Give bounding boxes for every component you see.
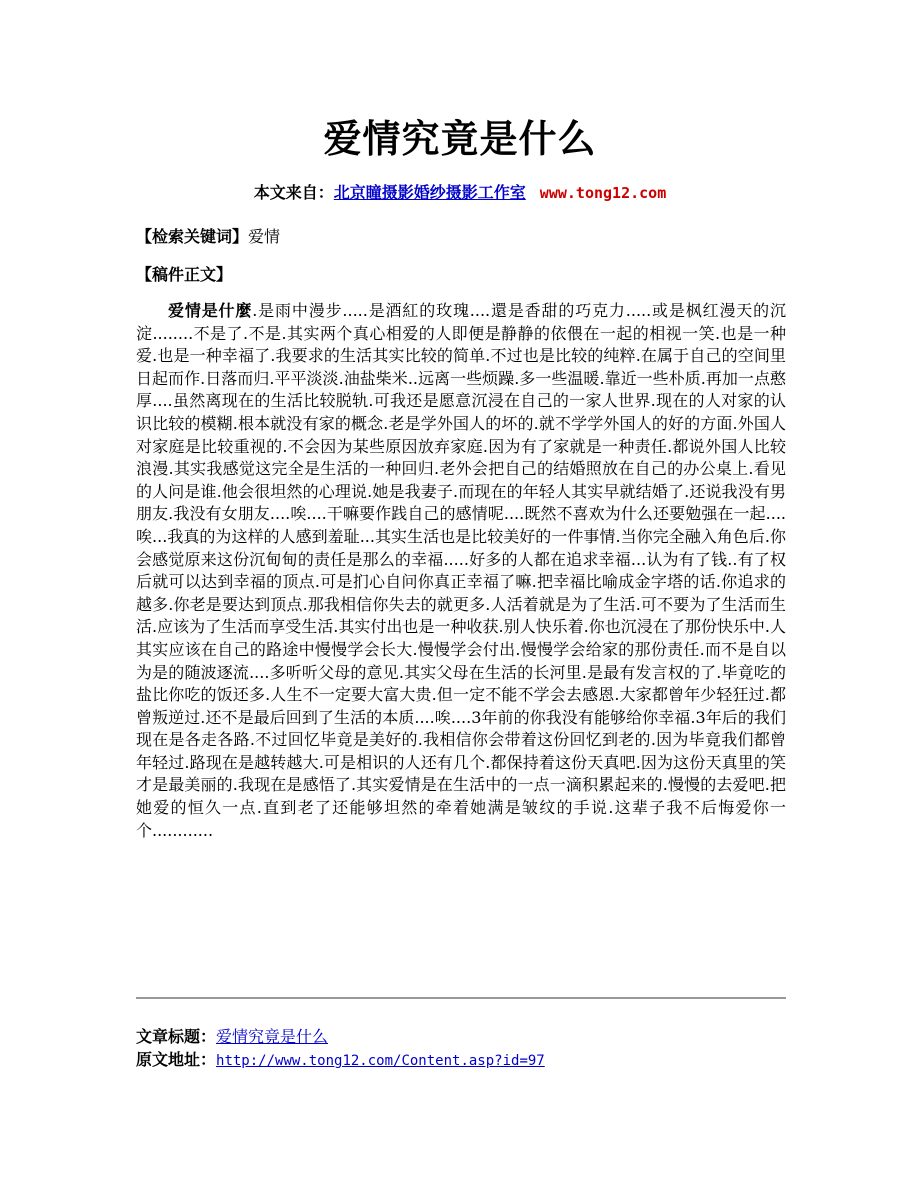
footer-title-link[interactable]: 爱情究竟是什么 <box>216 1027 329 1046</box>
body-text: .是雨中漫步.....是酒紅的玫瑰....還是香甜的巧克力.....或是枫红漫天的沉淀........不是了.不是.其实两个真心相爱的人即便是静静的依偎在一起的相视一笑.也是一种爱.也是一种幸福了.我要求的生活其实比较的简单.不过也是比较的纯粹.在属于自己的空间里日起而作.日落而归.平平淡淡.油盐柴米..远离一些烦躁.多一些温暖.靠近一些朴质.再加一点憨厚....虽然离现在的生活比较脱轨.可我还是愿意沉浸在自己的一家人世界.现在的人对家的认识比较的模糊.根本就没有家的概念.老是学外国人的坏的.就不学学外国人的好的方面.外国人对家庭是比较重视的.不会因为某些原因放弃家庭.因为有了家就是一种责任.都说外国人比较浪漫.其实我感觉这完全是生活的一种回归.老外会把自己的结婚照放在自己的办公桌上.看见的人问是谁.他会很坦然的心理说.她是我妻子.而现在的年轻人其实早就结婚了.还说我没有男朋友.我没有女朋友....唉....干嘛要作践自己的感情呢....既然不喜欢为什么还要勉强在一起....唉...我真的为这样的人感到羞耻...其实生活也是比较美好的一件事情.当你完全融入角色后.你会感觉原来这份沉甸甸的责任是那么的幸福.....好多的人都在追求幸福...认为有了钱..有了权后就可以达到幸福的顶点.可是扪心自问你真正幸福了嘛.把幸福比喻成金字塔的话.你追求的越多.你老是要达到顶点.那我相信你失去的就更多.人活着就是为了生活.可不要为了生活而生活.应该为了生活而享受生活.其实付出也是一种收获.别人快乐着.你也沉浸在了那份快乐中.人其实应该在自己的路途中慢慢学会长大.慢慢学会付出.慢慢学会给家的那份责任.而不是自以为是的随波逐流....多听听父母的意见.其实父母在生活的长河里.是最有发言权的了.毕竟吃的盐比你吃的饭还多.人生不一定要大富大贵.但一定不能不学会去感恩.大家都曾年少轻狂过.都曾叛逆过.还不是最后回到了生活的本质....唉....3年前的你我没有能够给你幸福.3年后的我们现在是各走各路.不过回忆毕竟是美好的.我相信你会带着这份回忆到老的.因为毕竟我们都曾年轻过.路现在是越转越大.可是相识的人还有几个.都保持着这份天真吧.因为这份天真里的笑才是最美丽的.我现在是感悟了.其实爱情是在生活中的一点一滴积累起来的.慢慢的去爱吧.把她爱的恒久一点.直到老了还能够坦然的牵着她满是皱纹的手说.这辈子我不后悔爱你一个............ <box>136 301 786 840</box>
footer-title-line <box>136 1024 328 1047</box>
footer-divider <box>136 997 786 999</box>
footer-url-label: 原文地址： <box>136 1050 217 1069</box>
article-body <box>136 300 786 842</box>
keywords-line <box>136 224 280 247</box>
footer-url-line <box>136 1047 545 1070</box>
page-title: 爱情究竟是什么 <box>323 116 597 161</box>
body-lead: 爱情是什麼 <box>168 301 253 320</box>
keywords-label: 【检索关键词】 <box>136 227 249 246</box>
section-label: 【稿件正文】 <box>136 265 233 284</box>
footer-url-link[interactable]: http://www.tong12.com/Content.asp?id=97 <box>216 1053 545 1069</box>
keywords-value: 爱情 <box>248 227 281 246</box>
source-label: 本文来自： <box>253 183 334 202</box>
source-url: www.tong12.com <box>539 184 667 202</box>
source-name-link[interactable]: 北京瞳摄影婚纱摄影工作室 <box>333 183 526 202</box>
source-line <box>0 180 920 203</box>
footer-title-label: 文章标题： <box>136 1027 217 1046</box>
section-heading <box>136 262 232 285</box>
body-paragraph <box>136 300 786 842</box>
